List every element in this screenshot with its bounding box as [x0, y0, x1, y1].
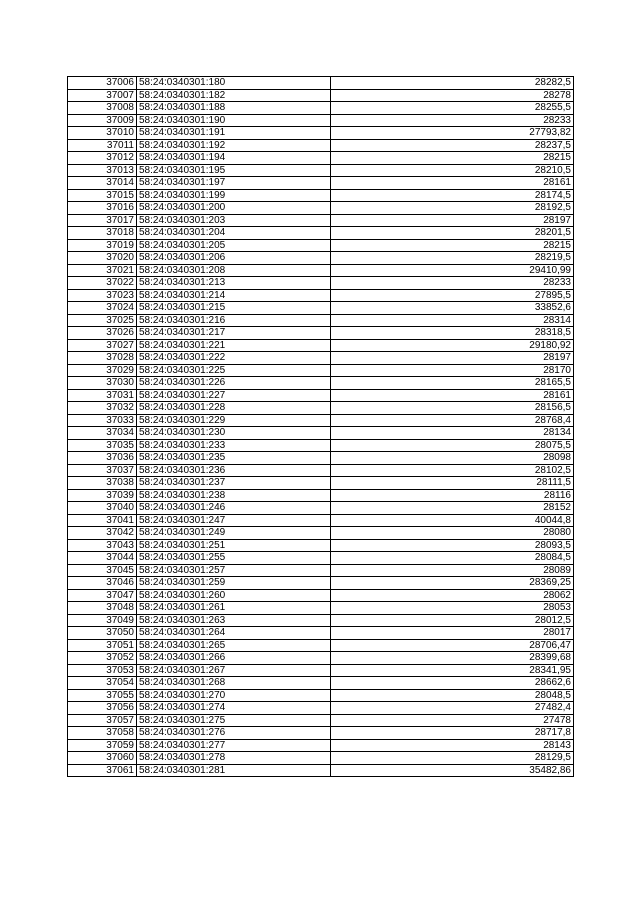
- table-row: [68, 727, 574, 740]
- row-number-cell: 37040: [68, 502, 137, 515]
- cadastral-number-cell: 58:24:0340301:216: [137, 314, 331, 327]
- value-cell: 40044,8: [331, 514, 574, 527]
- row-number-cell: 37020: [68, 252, 137, 265]
- cadastral-number-cell: 58:24:0340301:268: [137, 677, 331, 690]
- row-number-cell: 37056: [68, 702, 137, 715]
- row-number-cell: 37008: [68, 102, 137, 115]
- table-row: [68, 739, 574, 752]
- table-row: [68, 114, 574, 127]
- cadastral-number-cell: 58:24:0340301:180: [137, 77, 331, 90]
- table-row: [68, 639, 574, 652]
- table-row: [68, 339, 574, 352]
- table-row: [68, 764, 574, 777]
- row-number-cell: 37048: [68, 602, 137, 615]
- value-cell: 28084,5: [331, 552, 574, 565]
- table-row: [68, 202, 574, 215]
- value-cell: 28717,8: [331, 727, 574, 740]
- row-number-cell: 37009: [68, 114, 137, 127]
- cadastral-number-cell: 58:24:0340301:278: [137, 752, 331, 765]
- cadastral-number-cell: 58:24:0340301:226: [137, 377, 331, 390]
- row-number-cell: 37035: [68, 439, 137, 452]
- table-row: [68, 389, 574, 402]
- value-cell: 33852,6: [331, 302, 574, 315]
- cadastral-number-cell: 58:24:0340301:190: [137, 114, 331, 127]
- value-cell: 28165,5: [331, 377, 574, 390]
- cadastral-number-cell: 58:24:0340301:214: [137, 289, 331, 302]
- table-row: [68, 402, 574, 415]
- row-number-cell: 37046: [68, 577, 137, 590]
- value-cell: 28219,5: [331, 252, 574, 265]
- value-cell: 28152: [331, 502, 574, 515]
- cadastral-number-cell: 58:24:0340301:203: [137, 214, 331, 227]
- cadastral-value-table: [67, 76, 574, 777]
- cadastral-number-cell: 58:24:0340301:221: [137, 339, 331, 352]
- cadastral-number-cell: 58:24:0340301:274: [137, 702, 331, 715]
- value-cell: 28170: [331, 364, 574, 377]
- value-cell: 28233: [331, 114, 574, 127]
- table-row: [68, 439, 574, 452]
- row-number-cell: 37029: [68, 364, 137, 377]
- value-cell: 28399,68: [331, 652, 574, 665]
- table-row: [68, 427, 574, 440]
- cadastral-number-cell: 58:24:0340301:255: [137, 552, 331, 565]
- row-number-cell: 37058: [68, 727, 137, 740]
- value-cell: 28662,6: [331, 677, 574, 690]
- value-cell: 28210,5: [331, 164, 574, 177]
- row-number-cell: 37042: [68, 527, 137, 540]
- table-row: [68, 514, 574, 527]
- table-row: [68, 527, 574, 540]
- table-row: [68, 714, 574, 727]
- value-cell: 28134: [331, 427, 574, 440]
- value-cell: 28075,5: [331, 439, 574, 452]
- table-row: [68, 302, 574, 315]
- cadastral-number-cell: 58:24:0340301:182: [137, 89, 331, 102]
- row-number-cell: 37006: [68, 77, 137, 90]
- value-cell: 28143: [331, 739, 574, 752]
- cadastral-number-cell: 58:24:0340301:228: [137, 402, 331, 415]
- row-number-cell: 37013: [68, 164, 137, 177]
- cadastral-number-cell: 58:24:0340301:213: [137, 277, 331, 290]
- row-number-cell: 37031: [68, 389, 137, 402]
- table-row: [68, 89, 574, 102]
- table-row: [68, 289, 574, 302]
- value-cell: 28201,5: [331, 227, 574, 240]
- table-row: [68, 539, 574, 552]
- cadastral-number-cell: 58:24:0340301:215: [137, 302, 331, 315]
- table-row: [68, 589, 574, 602]
- table-row: [68, 502, 574, 515]
- cadastral-number-cell: 58:24:0340301:246: [137, 502, 331, 515]
- value-cell: 28174,5: [331, 189, 574, 202]
- cadastral-number-cell: 58:24:0340301:251: [137, 539, 331, 552]
- cadastral-number-cell: 58:24:0340301:265: [137, 639, 331, 652]
- row-number-cell: 37055: [68, 689, 137, 702]
- cadastral-number-cell: 58:24:0340301:260: [137, 589, 331, 602]
- row-number-cell: 37021: [68, 264, 137, 277]
- cadastral-number-cell: 58:24:0340301:229: [137, 414, 331, 427]
- value-cell: 28111,5: [331, 477, 574, 490]
- row-number-cell: 37033: [68, 414, 137, 427]
- row-number-cell: 37018: [68, 227, 137, 240]
- cadastral-number-cell: 58:24:0340301:270: [137, 689, 331, 702]
- value-cell: 28341,95: [331, 664, 574, 677]
- table-row: [68, 189, 574, 202]
- cadastral-number-cell: 58:24:0340301:276: [137, 727, 331, 740]
- value-cell: 28161: [331, 389, 574, 402]
- row-number-cell: 37052: [68, 652, 137, 665]
- row-number-cell: 37017: [68, 214, 137, 227]
- cadastral-number-cell: 58:24:0340301:191: [137, 127, 331, 140]
- table-row: [68, 377, 574, 390]
- row-number-cell: 37043: [68, 539, 137, 552]
- cadastral-number-cell: 58:24:0340301:257: [137, 564, 331, 577]
- row-number-cell: 37053: [68, 664, 137, 677]
- value-cell: 28093,5: [331, 539, 574, 552]
- value-cell: 27793,82: [331, 127, 574, 140]
- table-row: [68, 664, 574, 677]
- table-row: [68, 752, 574, 765]
- value-cell: 29180,92: [331, 339, 574, 352]
- table-row: [68, 214, 574, 227]
- row-number-cell: 37037: [68, 464, 137, 477]
- value-cell: 28318,5: [331, 327, 574, 340]
- row-number-cell: 37024: [68, 302, 137, 315]
- value-cell: 28098: [331, 452, 574, 465]
- row-number-cell: 37007: [68, 89, 137, 102]
- cadastral-number-cell: 58:24:0340301:192: [137, 139, 331, 152]
- table-row: [68, 327, 574, 340]
- table-row: [68, 77, 574, 90]
- row-number-cell: 37012: [68, 152, 137, 165]
- table-row: [68, 564, 574, 577]
- table-row: [68, 414, 574, 427]
- row-number-cell: 37049: [68, 614, 137, 627]
- table-row: [68, 152, 574, 165]
- value-cell: 28062: [331, 589, 574, 602]
- value-cell: 28706,47: [331, 639, 574, 652]
- cadastral-number-cell: 58:24:0340301:233: [137, 439, 331, 452]
- cadastral-number-cell: 58:24:0340301:275: [137, 714, 331, 727]
- table-row: [68, 677, 574, 690]
- row-number-cell: 37015: [68, 189, 137, 202]
- value-cell: 28314: [331, 314, 574, 327]
- cadastral-number-cell: 58:24:0340301:230: [137, 427, 331, 440]
- table-row: [68, 239, 574, 252]
- row-number-cell: 37014: [68, 177, 137, 190]
- cadastral-number-cell: 58:24:0340301:227: [137, 389, 331, 402]
- table-row: [68, 227, 574, 240]
- table-row: [68, 577, 574, 590]
- row-number-cell: 37026: [68, 327, 137, 340]
- table-row: [68, 652, 574, 665]
- value-cell: 27478: [331, 714, 574, 727]
- table-row: [68, 277, 574, 290]
- table-row: [68, 139, 574, 152]
- value-cell: 28048,5: [331, 689, 574, 702]
- cadastral-number-cell: 58:24:0340301:264: [137, 627, 331, 640]
- cadastral-number-cell: 58:24:0340301:208: [137, 264, 331, 277]
- row-number-cell: 37016: [68, 202, 137, 215]
- value-cell: 28369,25: [331, 577, 574, 590]
- cadastral-number-cell: 58:24:0340301:222: [137, 352, 331, 365]
- row-number-cell: 37025: [68, 314, 137, 327]
- value-cell: 28102,5: [331, 464, 574, 477]
- cadastral-number-cell: 58:24:0340301:249: [137, 527, 331, 540]
- value-cell: 28768,4: [331, 414, 574, 427]
- row-number-cell: 37039: [68, 489, 137, 502]
- value-cell: 28215: [331, 152, 574, 165]
- row-number-cell: 37044: [68, 552, 137, 565]
- table-row: [68, 702, 574, 715]
- table-row: [68, 314, 574, 327]
- table-row: [68, 352, 574, 365]
- value-cell: 28282,5: [331, 77, 574, 90]
- value-cell: 28215: [331, 239, 574, 252]
- value-cell: 28197: [331, 352, 574, 365]
- table-row: [68, 252, 574, 265]
- row-number-cell: 37038: [68, 477, 137, 490]
- row-number-cell: 37060: [68, 752, 137, 765]
- value-cell: 28017: [331, 627, 574, 640]
- cadastral-number-cell: 58:24:0340301:204: [137, 227, 331, 240]
- value-cell: 28192,5: [331, 202, 574, 215]
- table-row: [68, 177, 574, 190]
- row-number-cell: 37057: [68, 714, 137, 727]
- cadastral-number-cell: 58:24:0340301:197: [137, 177, 331, 190]
- cadastral-number-cell: 58:24:0340301:247: [137, 514, 331, 527]
- table-row: [68, 602, 574, 615]
- cadastral-number-cell: 58:24:0340301:235: [137, 452, 331, 465]
- table-row: [68, 627, 574, 640]
- row-number-cell: 37059: [68, 739, 137, 752]
- value-cell: 28237,5: [331, 139, 574, 152]
- cadastral-number-cell: 58:24:0340301:261: [137, 602, 331, 615]
- row-number-cell: 37030: [68, 377, 137, 390]
- cadastral-number-cell: 58:24:0340301:194: [137, 152, 331, 165]
- table-row: [68, 452, 574, 465]
- table-row: [68, 364, 574, 377]
- table-row: [68, 552, 574, 565]
- value-cell: 28089: [331, 564, 574, 577]
- row-number-cell: 37054: [68, 677, 137, 690]
- table-row: [68, 614, 574, 627]
- value-cell: 27482,4: [331, 702, 574, 715]
- cadastral-number-cell: 58:24:0340301:266: [137, 652, 331, 665]
- row-number-cell: 37032: [68, 402, 137, 415]
- table-row: [68, 127, 574, 140]
- table-row: [68, 164, 574, 177]
- row-number-cell: 37027: [68, 339, 137, 352]
- table-row: [68, 464, 574, 477]
- table-row: [68, 264, 574, 277]
- table-row: [68, 689, 574, 702]
- value-cell: 28156,5: [331, 402, 574, 415]
- value-cell: 35482,86: [331, 764, 574, 777]
- row-number-cell: 37047: [68, 589, 137, 602]
- cadastral-number-cell: 58:24:0340301:277: [137, 739, 331, 752]
- value-cell: 28278: [331, 89, 574, 102]
- value-cell: 28161: [331, 177, 574, 190]
- row-number-cell: 37028: [68, 352, 137, 365]
- row-number-cell: 37051: [68, 639, 137, 652]
- cadastral-number-cell: 58:24:0340301:217: [137, 327, 331, 340]
- row-number-cell: 37011: [68, 139, 137, 152]
- cadastral-number-cell: 58:24:0340301:259: [137, 577, 331, 590]
- value-cell: 28012,5: [331, 614, 574, 627]
- value-cell: 28233: [331, 277, 574, 290]
- value-cell: 28053: [331, 602, 574, 615]
- cadastral-number-cell: 58:24:0340301:199: [137, 189, 331, 202]
- value-cell: 28129,5: [331, 752, 574, 765]
- value-cell: 28197: [331, 214, 574, 227]
- cadastral-number-cell: 58:24:0340301:195: [137, 164, 331, 177]
- row-number-cell: 37034: [68, 427, 137, 440]
- cadastral-number-cell: 58:24:0340301:200: [137, 202, 331, 215]
- cadastral-number-cell: 58:24:0340301:205: [137, 239, 331, 252]
- row-number-cell: 37050: [68, 627, 137, 640]
- row-number-cell: 37023: [68, 289, 137, 302]
- cadastral-number-cell: 58:24:0340301:188: [137, 102, 331, 115]
- value-cell: 27895,5: [331, 289, 574, 302]
- cadastral-number-cell: 58:24:0340301:238: [137, 489, 331, 502]
- cadastral-number-cell: 58:24:0340301:237: [137, 477, 331, 490]
- value-cell: 29410,99: [331, 264, 574, 277]
- table-row: [68, 102, 574, 115]
- cadastral-number-cell: 58:24:0340301:267: [137, 664, 331, 677]
- cadastral-number-cell: 58:24:0340301:263: [137, 614, 331, 627]
- value-cell: 28080: [331, 527, 574, 540]
- table-row: [68, 477, 574, 490]
- value-cell: 28255,5: [331, 102, 574, 115]
- row-number-cell: 37041: [68, 514, 137, 527]
- table-body: [68, 77, 574, 777]
- cadastral-number-cell: 58:24:0340301:236: [137, 464, 331, 477]
- cadastral-number-cell: 58:24:0340301:281: [137, 764, 331, 777]
- cadastral-number-cell: 58:24:0340301:206: [137, 252, 331, 265]
- cadastral-number-cell: 58:24:0340301:225: [137, 364, 331, 377]
- row-number-cell: 37061: [68, 764, 137, 777]
- row-number-cell: 37019: [68, 239, 137, 252]
- row-number-cell: 37036: [68, 452, 137, 465]
- row-number-cell: 37022: [68, 277, 137, 290]
- row-number-cell: 37045: [68, 564, 137, 577]
- value-cell: 28116: [331, 489, 574, 502]
- row-number-cell: 37010: [68, 127, 137, 140]
- table-row: [68, 489, 574, 502]
